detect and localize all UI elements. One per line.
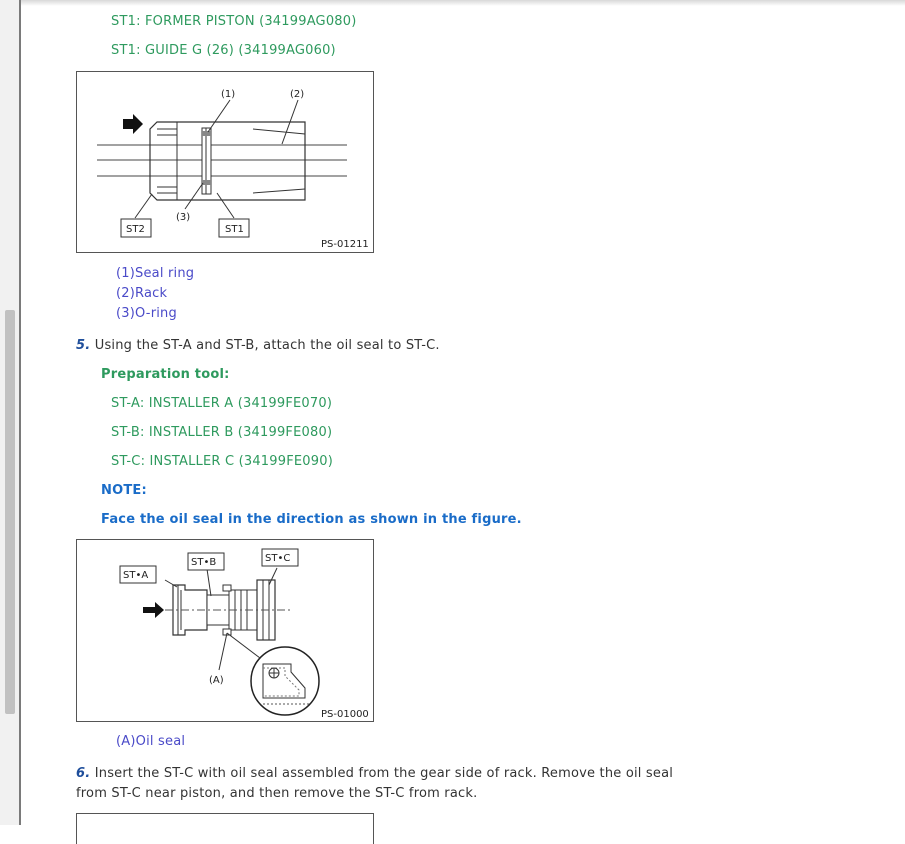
figure-oil-seal-drawing — [77, 540, 373, 721]
figure-seal-ring-install — [76, 71, 374, 253]
scrollbar-track[interactable] — [0, 0, 19, 825]
step-6-line-1: Insert the ST-C with oil seal assembled from the gear side of rack. Remove the oil seal — [94, 766, 674, 781]
tool-installer-b: ST-B: INSTALLER B (34199FE080) — [111, 425, 333, 440]
legend-oil-seal: (A)Oil seal — [116, 734, 186, 749]
legend-seal-ring: (1)Seal ring — [116, 266, 195, 281]
step-5 — [76, 338, 440, 353]
step-6 — [76, 766, 673, 781]
tool-guide-g: ST1: GUIDE G (26) (34199AG060) — [111, 43, 336, 58]
step-6-line-2: from ST-C near piston, and then remove the ST-C from rack. — [76, 786, 478, 801]
label-st1: ST1 — [225, 224, 244, 235]
figure-next-partial — [76, 813, 374, 844]
note-heading: NOTE: — [101, 483, 147, 498]
tool-installer-c: ST-C: INSTALLER C (34199FE090) — [111, 454, 333, 469]
figure-oil-seal-install — [76, 539, 374, 722]
figure-seal-ring-drawing — [77, 72, 373, 252]
callout-1: (1) — [221, 89, 236, 100]
scrollbar-thumb[interactable] — [5, 310, 15, 714]
content-border — [19, 0, 21, 825]
top-shadow — [0, 0, 905, 6]
label-st-b: ST•B — [191, 557, 217, 568]
label-st2: ST2 — [126, 224, 145, 235]
legend-rack: (2)Rack — [116, 286, 168, 301]
label-st-c: ST•C — [265, 553, 291, 564]
figure1-code: PS-01211 — [321, 239, 369, 250]
note-text: Face the oil seal in the direction as shown in the figure. — [101, 512, 522, 527]
callout-a: (A) — [209, 675, 224, 686]
legend-o-ring: (3)O-ring — [116, 306, 177, 321]
step-5-number: 5. — [76, 338, 91, 353]
step-6-number: 6. — [76, 766, 91, 781]
tool-installer-a: ST-A: INSTALLER A (34199FE070) — [111, 396, 333, 411]
tool-former-piston: ST1: FORMER PISTON (34199AG080) — [111, 14, 357, 29]
callout-3: (3) — [176, 212, 191, 223]
preparation-tool-heading: Preparation tool: — [101, 367, 230, 382]
step-5-text: Using the ST-A and ST-B, attach the oil seal to ST-C. — [94, 338, 440, 353]
figure2-code: PS-01000 — [321, 709, 369, 720]
callout-2: (2) — [290, 89, 305, 100]
label-st-a: ST•A — [123, 570, 149, 581]
